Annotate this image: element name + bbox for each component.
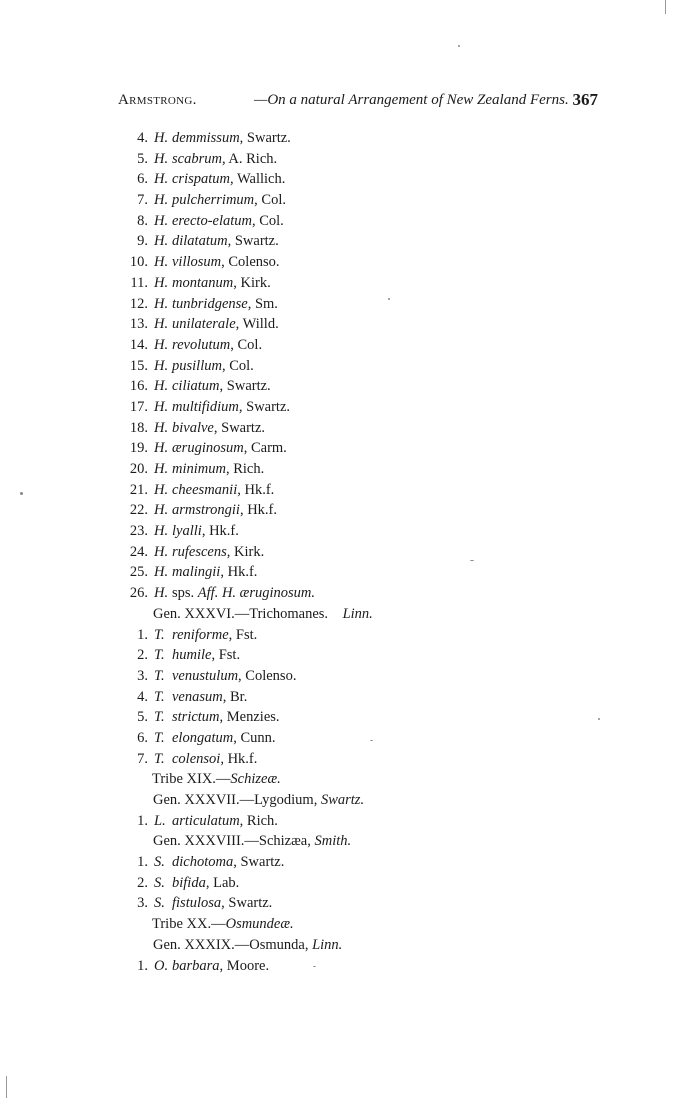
genus-abbrev: H. — [154, 233, 169, 250]
species-epithet: pusillum — [172, 357, 222, 374]
species-epithet: colensoi — [172, 750, 221, 767]
species-epithet: ciliatum — [172, 378, 220, 395]
species-epithet: elongatum — [172, 729, 234, 746]
genus-abbrev: H. — [154, 254, 169, 271]
entry-number: 16. — [129, 378, 148, 395]
genus-abbrev: H. — [154, 585, 169, 602]
species-authority: , Br. — [222, 688, 248, 705]
species-name — [172, 314, 279, 335]
genus-abbrev: H. — [154, 543, 169, 560]
species-entry — [100, 397, 520, 418]
species-epithet: humile — [172, 647, 212, 664]
species-affinity: Aff. H. æruginosum. — [197, 585, 316, 602]
species-epithet: dichotoma — [172, 854, 234, 871]
entry-number: 3. — [137, 667, 148, 684]
species-entry — [100, 707, 520, 728]
entry-number: 10. — [129, 254, 148, 271]
species-authority: , Kirk. — [233, 274, 271, 291]
species-authority: , Fst. — [228, 626, 258, 643]
species-authority: , Willd. — [235, 316, 279, 333]
species-authority: , Lab. — [205, 874, 240, 891]
genus-abbrev: H. — [154, 295, 169, 312]
genus-abbrev: H. — [154, 523, 169, 540]
scan-speck — [388, 298, 390, 300]
genus-abbrev: H. — [154, 212, 169, 229]
genus-heading — [100, 790, 520, 811]
entry-number: 26. — [129, 585, 148, 602]
entry-number: 20. — [129, 461, 148, 477]
species-authority: , Swartz. — [239, 130, 291, 146]
heading-text — [152, 914, 294, 935]
species-epithet: malingii — [172, 564, 221, 581]
entry-number: 23. — [129, 523, 148, 540]
species-epithet: lyalli — [172, 523, 202, 540]
species-entry — [100, 521, 520, 542]
scan-edge-mark — [665, 0, 666, 14]
species-entry — [100, 418, 520, 439]
heading-text — [153, 831, 351, 852]
heading-authority: Swartz. — [320, 792, 365, 808]
tribe-heading — [100, 914, 520, 935]
species-authority: , Swartz. — [227, 233, 279, 250]
genus-abbrev: H. — [154, 378, 169, 395]
species-entry — [100, 149, 520, 170]
genus-heading — [100, 831, 520, 852]
species-entry — [100, 128, 520, 149]
species-entry — [100, 294, 520, 315]
species-name — [172, 542, 264, 563]
species-authority: , Hk.f. — [237, 481, 275, 498]
species-name — [172, 666, 296, 687]
entry-number: 6. — [137, 729, 148, 746]
species-epithet: villosum — [172, 254, 222, 271]
species-authority: , Hk.f. — [220, 564, 258, 581]
running-header — [118, 92, 598, 114]
species-epithet: pulcherrimum — [172, 192, 255, 209]
species-entry — [100, 376, 520, 397]
species-authority: , Sm. — [247, 295, 278, 312]
species-entry — [100, 811, 520, 832]
species-entry — [100, 852, 520, 873]
species-entry — [100, 645, 520, 666]
genus-abbrev: H. — [154, 130, 169, 146]
species-authority: , A. Rich. — [221, 150, 278, 167]
species-authority: , Col. — [251, 212, 284, 229]
species-name — [172, 294, 278, 315]
header-title: —On a natural Arrangement of New Zealand Ferns. — [254, 92, 569, 108]
species-name — [172, 625, 257, 646]
heading-title: Tribe XX.— — [152, 916, 226, 933]
species-name — [172, 562, 257, 583]
species-authority: , Fst. — [211, 647, 241, 664]
heading-title: Gen. XXXVII.—Lygodium, — [153, 792, 321, 808]
entry-number: 17. — [129, 398, 148, 415]
species-epithet: bivalve — [172, 419, 214, 436]
heading-authority: Schizeæ. — [230, 771, 281, 788]
species-epithet: tunbridgense — [172, 295, 248, 312]
header-author: Armstrong. — [118, 92, 197, 108]
entry-number: 11. — [130, 274, 148, 291]
heading-title: Gen. XXXVIII.—Schizæa, — [153, 833, 315, 850]
entry-number: 19. — [129, 440, 148, 457]
heading-authority: Linn. — [342, 605, 373, 622]
entry-number: 12. — [129, 295, 148, 312]
species-entry — [100, 500, 520, 521]
species-name — [172, 521, 239, 542]
genus-abbrev: H. — [154, 398, 169, 415]
genus-abbrev: H. — [154, 502, 169, 519]
entry-number: 25. — [129, 564, 148, 581]
species-epithet: scabrum — [172, 150, 222, 167]
species-authority: , Col. — [254, 192, 286, 209]
species-name — [172, 811, 278, 832]
entry-number: 14. — [129, 336, 148, 353]
genus-abbrev: H. — [154, 150, 169, 167]
species-authority: , Hk.f. — [239, 502, 278, 519]
page-number: 367 — [572, 90, 598, 109]
species-entry — [100, 666, 520, 687]
species-authority: , Swartz. — [233, 854, 285, 871]
species-epithet: minimum — [172, 461, 226, 477]
entry-number: 3. — [137, 895, 148, 912]
species-name — [172, 169, 285, 190]
species-authority: , Wallich. — [230, 171, 286, 188]
species-name — [172, 231, 279, 252]
species-epithet: rufescens — [172, 543, 227, 560]
species-entry — [100, 480, 520, 501]
scan-speck — [313, 966, 316, 967]
entry-number: 22. — [129, 502, 148, 519]
entry-number: 21. — [129, 481, 148, 498]
species-authority: , Menzies. — [219, 709, 280, 726]
heading-text — [152, 769, 281, 790]
genus-abbrev: H. — [154, 440, 169, 457]
species-entry — [100, 562, 520, 583]
species-entry — [100, 459, 520, 480]
genus-abbrev: H. — [154, 171, 169, 188]
species-name — [172, 418, 265, 439]
genus-abbrev: H. — [154, 316, 169, 333]
species-epithet: cheesmanii — [172, 481, 238, 498]
entry-number: 2. — [137, 647, 148, 664]
species-entry — [100, 893, 520, 914]
genus-abbrev: T. — [154, 729, 165, 746]
genus-abbrev: O. — [154, 957, 169, 974]
species-epithet: montanum — [172, 274, 234, 291]
entry-number: 4. — [137, 130, 148, 146]
species-entry — [100, 687, 520, 708]
heading-authority: Linn. — [312, 936, 343, 953]
species-epithet: dilatatum — [172, 233, 228, 250]
scan-speck — [20, 492, 23, 495]
entry-number: 7. — [137, 192, 148, 209]
genus-heading — [100, 604, 520, 625]
species-name — [172, 583, 315, 604]
species-entry — [100, 335, 520, 356]
species-entry — [100, 231, 520, 252]
entry-number: 1. — [137, 626, 148, 643]
species-entry — [100, 873, 520, 894]
heading-authority: Osmundeæ. — [225, 916, 294, 933]
species-authority: , Colenso. — [238, 667, 297, 684]
species-entry — [100, 728, 520, 749]
species-name — [172, 873, 239, 894]
genus-abbrev: T. — [154, 647, 165, 664]
species-name — [172, 438, 287, 459]
genus-abbrev: T. — [154, 667, 165, 684]
species-authority: , Hk.f. — [220, 750, 258, 767]
genus-abbrev: H. — [154, 419, 169, 436]
genus-abbrev: S. — [154, 874, 165, 891]
entry-number: 5. — [137, 150, 148, 167]
species-authority: , Col. — [221, 357, 254, 374]
species-epithet: erecto-elatum — [172, 212, 252, 229]
genus-abbrev: T. — [154, 709, 165, 726]
heading-title: Gen. XXXVI.—Trichomanes. — [153, 605, 329, 622]
species-authority: , Colenso. — [221, 254, 280, 271]
scan-speck — [370, 740, 373, 741]
genus-abbrev: H. — [154, 192, 169, 209]
species-epithet: venasum — [172, 688, 223, 705]
species-entry — [100, 252, 520, 273]
entry-number: 24. — [129, 543, 148, 560]
species-entry — [100, 625, 520, 646]
species-authority: , Swartz. — [238, 398, 291, 415]
species-epithet: æruginosum — [172, 440, 244, 457]
scan-speck — [458, 45, 460, 47]
species-entry — [100, 273, 520, 294]
genus-abbrev: T. — [154, 688, 165, 705]
genus-heading — [100, 935, 520, 956]
heading-title: Tribe XIX.— — [152, 771, 231, 788]
species-authority: , Swartz. — [219, 378, 271, 395]
species-epithet: barbara — [172, 957, 220, 974]
species-name — [172, 273, 271, 294]
species-name — [172, 645, 240, 666]
species-name — [172, 190, 286, 211]
species-name — [172, 397, 290, 418]
species-name — [172, 149, 277, 170]
species-list — [100, 128, 520, 976]
entry-number: 1. — [137, 854, 148, 871]
species-entry — [100, 169, 520, 190]
entry-number: 18. — [129, 419, 148, 436]
species-epithet: strictum — [172, 709, 220, 726]
scan-speck — [598, 718, 600, 720]
species-entry — [100, 438, 520, 459]
species-authority: , Rich. — [225, 461, 265, 477]
species-name — [172, 335, 262, 356]
species-name — [172, 956, 269, 977]
species-entry — [100, 314, 520, 335]
genus-abbrev: H. — [154, 274, 169, 291]
species-epithet: multifidium — [172, 398, 239, 415]
species-entry — [100, 956, 520, 977]
species-epithet: unilaterale — [172, 316, 236, 333]
species-authority: , Carm. — [243, 440, 287, 457]
heading-text — [153, 604, 373, 625]
species-entry — [100, 749, 520, 770]
species-authority: sps. — [172, 585, 198, 602]
genus-abbrev: S. — [154, 854, 165, 871]
entry-number: 1. — [137, 812, 148, 829]
species-name — [172, 728, 276, 749]
entry-number: 4. — [137, 688, 148, 705]
species-epithet: bifida — [172, 874, 206, 891]
species-name — [172, 707, 280, 728]
species-name — [172, 252, 280, 273]
species-name — [172, 852, 284, 873]
species-name — [172, 749, 257, 770]
species-name — [172, 459, 264, 480]
species-name — [172, 500, 277, 521]
genus-abbrev: T. — [154, 626, 165, 643]
species-entry — [100, 583, 520, 604]
species-name — [172, 211, 284, 232]
species-entry — [100, 356, 520, 377]
entry-number: 8. — [137, 212, 148, 229]
genus-abbrev: H. — [154, 481, 169, 498]
species-epithet: articulatum — [172, 812, 240, 829]
species-epithet: revolutum — [172, 336, 231, 353]
species-entry — [100, 211, 520, 232]
entry-number: 5. — [137, 709, 148, 726]
genus-abbrev: H. — [154, 357, 169, 374]
entry-number: 7. — [137, 750, 148, 767]
heading-title: Gen. XXXIX.—Osmunda, — [153, 936, 313, 953]
species-authority: , Col. — [230, 336, 263, 353]
heading-text — [153, 935, 342, 956]
species-epithet: reniforme — [172, 626, 229, 643]
species-entry — [100, 542, 520, 563]
species-authority: , Moore. — [219, 957, 270, 974]
genus-abbrev: S. — [154, 895, 165, 912]
species-authority: , Swartz. — [221, 895, 273, 912]
species-name — [172, 128, 291, 149]
species-authority: , Swartz. — [213, 419, 266, 436]
entry-number: 2. — [137, 874, 148, 891]
genus-abbrev: H. — [154, 564, 169, 581]
entry-number: 15. — [129, 357, 148, 374]
species-entry — [100, 190, 520, 211]
species-authority: , Kirk. — [226, 543, 265, 560]
species-epithet: venustulum — [172, 667, 239, 684]
species-epithet: armstrongii — [172, 502, 240, 519]
entry-number: 13. — [129, 316, 148, 333]
entry-number: 6. — [137, 171, 148, 188]
genus-abbrev: H. — [154, 336, 169, 353]
scan-edge-mark — [6, 1076, 7, 1098]
species-epithet: fistulosa — [172, 895, 222, 912]
species-authority: , Rich. — [239, 812, 278, 829]
species-authority: , Cunn. — [233, 729, 276, 746]
tribe-heading — [100, 769, 520, 790]
species-name — [172, 893, 272, 914]
species-name — [172, 376, 271, 397]
species-name — [172, 356, 254, 377]
species-name — [172, 687, 247, 708]
genus-abbrev: L. — [154, 812, 166, 829]
genus-abbrev: T. — [154, 750, 165, 767]
entry-number: 9. — [137, 233, 148, 250]
heading-text — [153, 790, 364, 811]
entry-number: 1. — [137, 957, 148, 974]
heading-authority: Smith. — [314, 833, 352, 850]
species-authority: , Hk.f. — [201, 523, 239, 540]
genus-abbrev: H. — [154, 461, 169, 477]
species-name — [172, 480, 274, 501]
species-epithet: demmissum — [172, 130, 240, 146]
species-epithet: crispatum — [172, 171, 230, 188]
scan-speck — [470, 560, 474, 561]
